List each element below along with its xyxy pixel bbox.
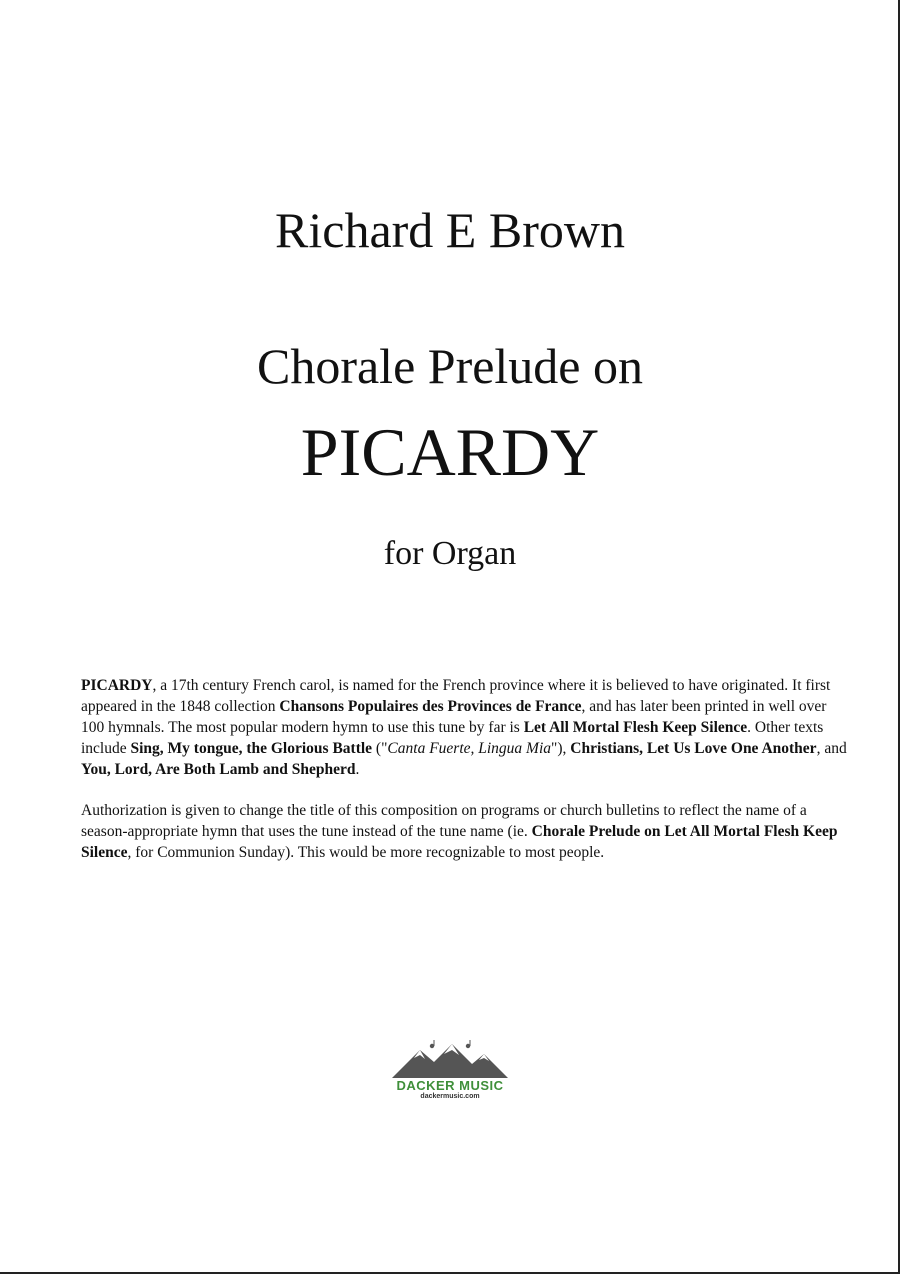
text-run: PICARDY	[81, 677, 153, 694]
logo-url: dackermusic.com	[420, 1093, 480, 1100]
text-run: , a 17th century French carol, is named for the French province where it is believed to have originated. It first appeared in the 1848 collection	[81, 677, 831, 715]
notes-paragraph-2	[81, 800, 853, 863]
text-run: Canta Fuerte, Lingua Mia	[387, 740, 552, 757]
logo-name: DACKER MUSIC	[396, 1078, 504, 1093]
text-run: Sing, My tongue, the Glorious Battle	[130, 740, 373, 757]
mountain-music-icon	[390, 1040, 510, 1080]
text-run: Chorale Prelude on Let All Mortal Flesh Keep Silence	[81, 823, 838, 861]
text-run: , and	[816, 740, 847, 757]
text-run: .	[355, 761, 360, 778]
text-run: Let All Mortal Flesh Keep Silence	[523, 719, 748, 736]
notes-paragraph-1	[81, 675, 853, 780]
publisher-logo	[0, 1040, 900, 1100]
text-run: , and has later been printed in well over 100 hymnals. The most popular modern hymn to use this tune by far is	[81, 698, 827, 736]
text-run: You, Lord, Are Both Lamb and Shepherd	[81, 761, 356, 778]
text-run: , for Communion Sunday). This would be more recognizable to most people.	[127, 844, 605, 861]
composer-name: Richard E Brown	[275, 202, 625, 258]
text-run: ("	[372, 740, 388, 757]
text-run: . Other texts include	[81, 719, 824, 757]
text-run: Authorization is given to change the title of this composition on programs or church bulletins to reflect the name of a season-appropriate hymn that uses the tune instead of the tune name (ie.	[81, 802, 807, 840]
title-line: Chorale Prelude on	[256, 338, 643, 394]
program-notes	[81, 675, 853, 883]
instrument-line: for Organ	[383, 535, 517, 572]
text-run: Christians, Let Us Love One Another	[570, 740, 817, 757]
tune-name: PICARDY	[300, 414, 600, 490]
text-run: "),	[551, 740, 571, 757]
text-run: Chansons Populaires des Provinces de France	[279, 698, 582, 715]
